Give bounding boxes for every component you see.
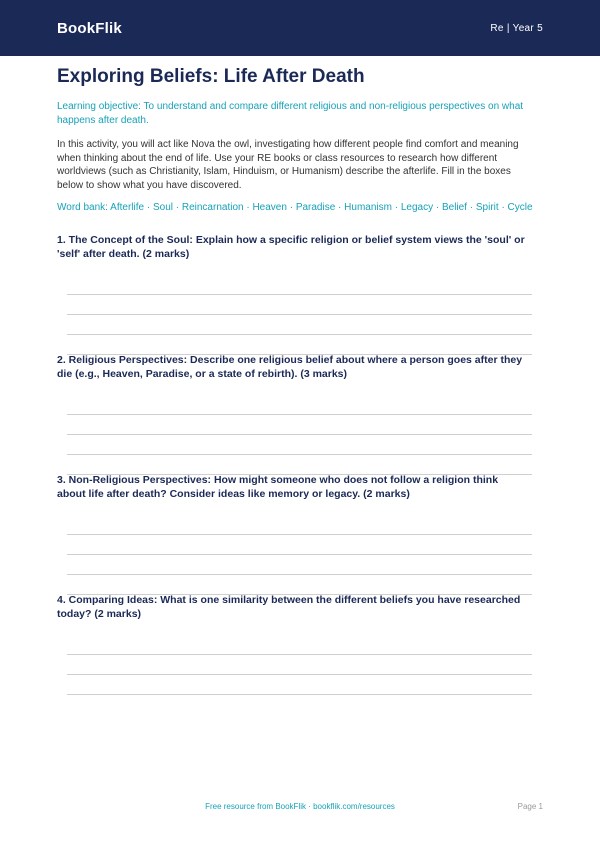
subject-year-label: Re | Year 5	[490, 22, 543, 34]
question-1	[57, 233, 533, 355]
brand-logo-text: BookFlik	[57, 19, 122, 37]
answer-area-4[interactable]	[67, 654, 532, 695]
question-1-text: 1. The Concept of the Soul: Explain how a specific religion or belief system views the 'soul' or 'self' after death. (2 marks)	[57, 234, 525, 260]
question-4	[57, 593, 533, 695]
worksheet-content	[57, 66, 533, 695]
worksheet-title: Exploring Beliefs: Life After Death	[57, 66, 365, 87]
activity-intro: In this activity, you will act like Nova the owl, investigating how different people find comfort and meaning when thinking about the end of life. Use your RE books or class resources to research how different worldviews (such as Christianity, Islam, Hinduism, or Humanism) describe the afterlife. Fill in the boxes below to show what you have discovered.	[57, 139, 519, 191]
footer-credit-link[interactable]: Free resource from BookFlik · bookflik.com/resources	[205, 802, 395, 811]
learning-objective: Learning objective: To understand and compare different religious and non-religious perspectives on what happens after death.	[57, 101, 524, 126]
question-3	[57, 473, 533, 595]
question-2-text: 2. Religious Perspectives: Describe one religious belief about where a person goes after they die (e.g., Heaven, Paradise, or a state of rebirth). (3 marks)	[57, 354, 523, 380]
answer-area-2[interactable]	[67, 414, 532, 475]
question-4-text: 4. Comparing Ideas: What is one similarity between the different beliefs you have researched today? (2 marks)	[57, 594, 521, 620]
word-bank: Word bank: Afterlife · Soul · Reincarnation · Heaven · Paradise · Humanism · Legacy · Belief · Spirit · Cycle	[57, 202, 533, 213]
question-3-text: 3. Non-Religious Perspectives: How might someone who does not follow a religion think about life after death? Consider ideas like memory or legacy. (2 marks)	[57, 474, 499, 500]
answer-area-1[interactable]	[67, 294, 532, 355]
answer-line[interactable]	[67, 694, 532, 695]
page-number: Page 1	[517, 802, 543, 811]
page-footer	[0, 799, 600, 815]
question-2	[57, 353, 533, 475]
page-header	[0, 0, 600, 56]
answer-area-3[interactable]	[67, 534, 532, 595]
